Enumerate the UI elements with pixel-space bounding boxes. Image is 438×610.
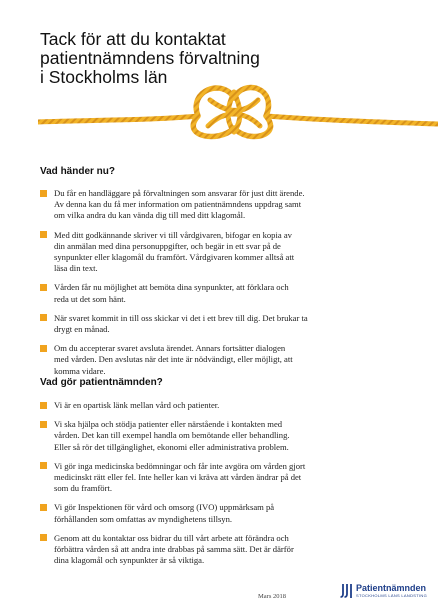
square-bullet-icon — [40, 462, 47, 469]
item-line: medicinskt rätt eller fel. Inte heller kan vi kräva att vården ändrar på det — [54, 472, 302, 483]
list-item — [40, 282, 410, 304]
item-line: Du får en handläggare på förvaltningen som ansvarar för just ditt ärende. — [54, 188, 305, 198]
square-bullet-icon — [40, 345, 47, 352]
list-item — [40, 502, 410, 524]
item-line: förhållanden som omfattas av myndighetens tillsyn. — [54, 513, 233, 524]
item-line: När svaret kommit in till oss skickar vi det i ett brev till dig. Det brukar ta — [54, 312, 308, 323]
info-list — [40, 188, 410, 377]
item-line: synpunkter eller klagomål du framfört. Vårdgivaren kommer alltså att — [54, 252, 295, 263]
item-line: komma vidare. — [54, 365, 106, 376]
item-line: läsa din text. — [54, 263, 98, 274]
rope-knot-image — [38, 67, 438, 145]
square-bullet-icon — [40, 190, 47, 197]
item-line: Vi är en opartisk länk mellan vård och patienter. — [54, 400, 220, 410]
item-line: drygt en månad. — [54, 324, 110, 335]
section-vad-hander-nu — [40, 166, 410, 377]
list-item — [40, 230, 410, 275]
item-line: förbättra vården så att andra inte drabbas på samma sätt. Det är därför — [54, 544, 294, 555]
section-heading: Vad gör patientnämnden? — [40, 377, 163, 388]
item-line: Av denna kan du få mer information om patientnämndens uppdrag samt — [54, 199, 302, 210]
square-bullet-icon — [40, 534, 47, 541]
list-item — [40, 400, 410, 411]
logo-name: Patientnämnden — [356, 583, 427, 593]
item-line: om vilka andra du kan vända dig till med ditt klagomål. — [54, 210, 246, 221]
item-line: Eller så rör det tillgänglighet, ekonomi eller administrativa problem. — [54, 441, 289, 452]
info-list — [40, 400, 410, 566]
square-bullet-icon — [40, 421, 47, 428]
item-line: med vården. Den avslutas när det inte är nödvändigt, eller möjligt, att — [54, 354, 293, 365]
title-line: Tack för att du kontaktat — [40, 29, 226, 49]
title-line: patientnämndens förvaltning — [40, 48, 260, 68]
item-line: Vi gör Inspektionen för vård och omsorg (IVO) uppmärksam på — [54, 502, 275, 513]
publication-date: Mars 2018 — [258, 593, 286, 600]
title-line: i Stockholms län — [40, 67, 168, 87]
patientnamnden-logo — [340, 583, 432, 601]
item-line: som du framfört. — [54, 483, 112, 494]
list-item — [40, 419, 410, 453]
list-item — [40, 343, 410, 377]
item-line: Om du accepterar svaret avsluta ärendet. Annars fortsätter dialogen — [54, 343, 286, 354]
list-item — [40, 461, 410, 495]
square-bullet-icon — [40, 284, 47, 291]
item-line: Vi ska hjälpa och stödja patienter eller närstående i kontakten med — [54, 419, 283, 430]
patientnamnden-logo-mark-icon — [340, 583, 354, 599]
item-line: din anmälan med dina personuppgifter, och begär in ett svar på de — [54, 240, 281, 251]
square-bullet-icon — [40, 314, 47, 321]
item-line: Vården får nu möjlighet att bemöta dina synpunkter, att förklara och — [54, 282, 289, 293]
list-item — [40, 188, 410, 222]
section-vad-gor-patientnamnden — [40, 377, 410, 566]
square-bullet-icon — [40, 402, 47, 409]
section-heading: Vad händer nu? — [40, 166, 116, 177]
square-bullet-icon — [40, 504, 47, 511]
item-line: reda ut det som hänt. — [54, 293, 126, 304]
item-line: Genom att du kontaktar oss bidrar du till vårt arbete att förändra och — [54, 532, 289, 543]
item-line: dina klagomål och synpunkter är så viktiga. — [54, 555, 205, 566]
list-item — [40, 533, 410, 567]
square-bullet-icon — [40, 231, 47, 238]
item-line: Vi gör inga medicinska bedömningar och får inte avgöra om vården gjort — [54, 460, 306, 471]
list-item — [40, 313, 410, 335]
item-line: vården. Det kan till exempel handla om bemötande eller behandling. — [54, 430, 290, 441]
logo-subtitle: STOCKHOLMS LÄNS LANDSTING — [356, 593, 427, 598]
item-line: Med ditt godkännande skriver vi till vårdgivaren, bifogar en kopia av — [54, 229, 292, 240]
